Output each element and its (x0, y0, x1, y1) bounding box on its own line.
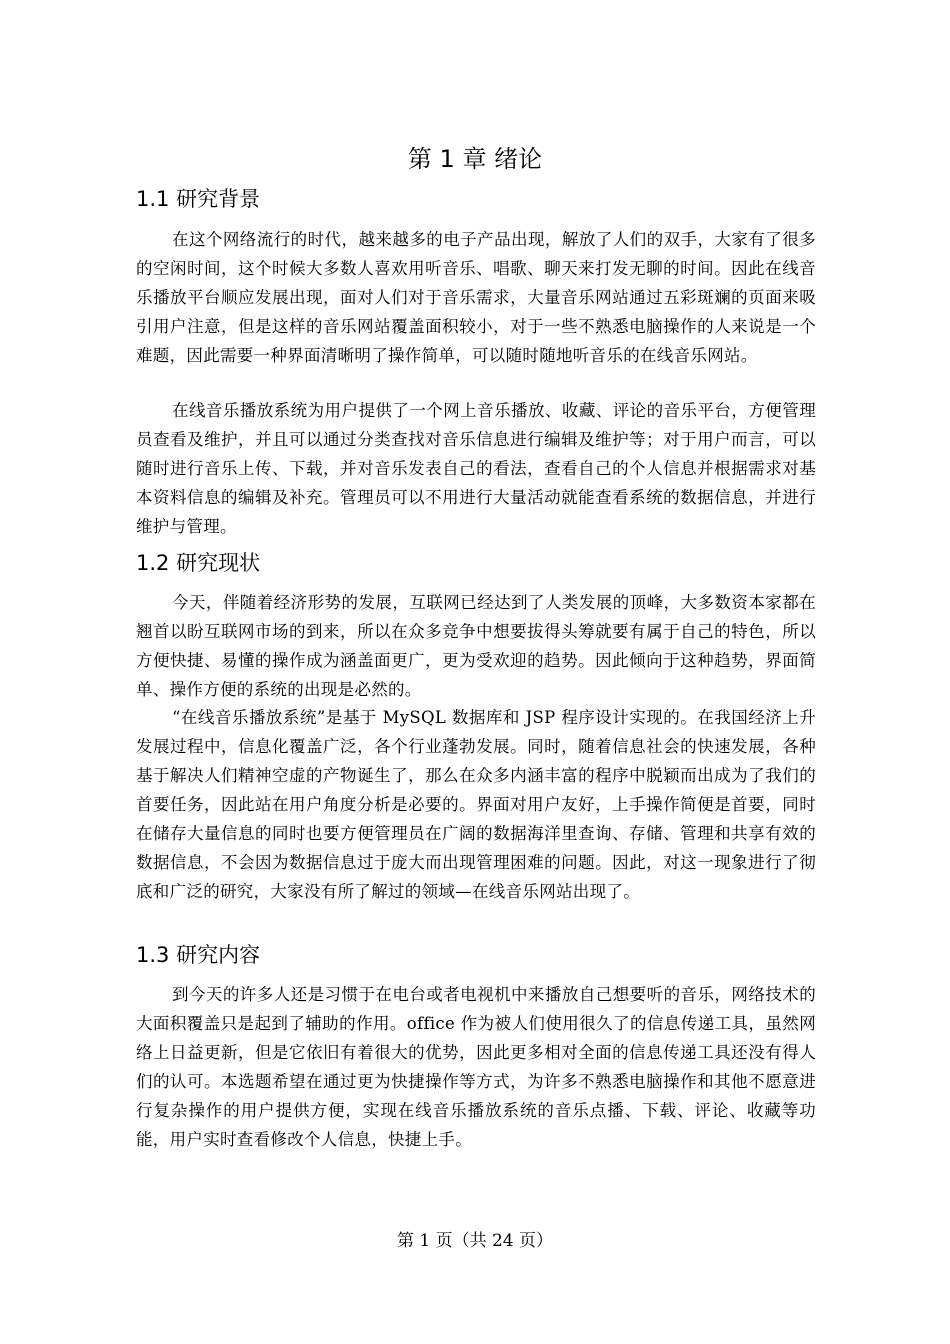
section-1-2-paragraph-1: 今天，伴随着经济形势的发展，互联网已经达到了人类发展的顶峰，大多数资本家都在翘首以盼互联网市场的到来，所以在众多竞争中想要拔得头筹就要有属于自己的特色，所以方便快捷、易懂的操作成为涵盖面更广，更为受欢迎的趋势。因此倾向于这种趋势，界面简单、操作方便的系统的出现是必然的。 (136, 593, 816, 699)
section-1-2-paragraph-2: “在线音乐播放系统”是基于 MySQL 数据库和 JSP 程序设计实现的。在我国经济上升发展过程中，信息化覆盖广泛，各个行业蓬勃发展。同时，随着信息社会的快速发展，各种基于解决人们精神空虚的产物诞生了，那么在众多内涵丰富的程序中脱颖而出成为了我们的首要任务，因此站在用户角度分析是必要的。界面对用户友好，上手操作简便是首要，同时在储存大量信息的同时也要方便管理员在广阔的数据海洋里查询、存储、管理和共享有效的数据信息，不会因为数据信息过于庞大而出现管理困难的问题。因此，对这一现象进行了彻底和广泛的研究，大家没有所了解过的领域—在线音乐网站出现了。 (136, 708, 816, 901)
section-1-1-paragraph-1: 在这个网络流行的时代，越来越多的电子产品出现，解放了人们的双手，大家有了很多的空闲时间，这个时候大多数人喜欢用听音乐、唱歌、聊天来打发无聊的时间。因此在线音乐播放平台顺应发展出现，面对人们对于音乐需求，大量音乐网站通过五彩斑斓的页面来吸引用户注意，但是这样的音乐网站覆盖面积较小，对于一些不熟悉电脑操作的人来说是一个难题，因此需要一种界面清晰明了操作简单，可以随时随地听音乐的在线音乐网站。 (136, 230, 816, 365)
section-heading-1-2: 1.2 研究现状 (136, 551, 261, 575)
section-1-1-paragraph-2: 在线音乐播放系统为用户提供了一个网上音乐播放、收藏、评论的音乐平台，方便管理员查看及维护，并且可以通过分类查找对音乐信息进行编辑及维护等；对于用户而言，可以随时进行音乐上传、下载，并对音乐发表自己的看法，查看自己的个人信息并根据需求对基本资料信息的编辑及补充。管理员可以不用进行大量活动就能查看系统的数据信息，并进行维护与管理。 (136, 401, 816, 536)
chapter-title: 第 1 章 绪论 (407, 145, 543, 173)
section-1-3-paragraph-1: 到今天的许多人还是习惯于在电台或者电视机中来播放自己想要听的音乐，网络技术的大面积覆盖只是起到了辅助的作用。office 作为被人们使用很久了的信息传递工具，虽然网络上日益更新，但是它依旧有着很大的优势，因此更多相对全面的信息传递工具还没有得人们的认可。本选题希望在通过更为快捷操作等方式，为许多不熟悉电脑操作和其他不愿意进行复杂操作的用户提供方便，实现在线音乐播放系统的音乐点播、下载、评论、收藏等功能，用户实时查看修改个人信息，快捷上手。 (136, 985, 816, 1149)
page-number-footer: 第 1 页（共 24 页） (396, 1231, 554, 1251)
section-heading-1-1: 1.1 研究背景 (136, 187, 261, 211)
section-heading-1-3: 1.3 研究内容 (136, 943, 261, 967)
